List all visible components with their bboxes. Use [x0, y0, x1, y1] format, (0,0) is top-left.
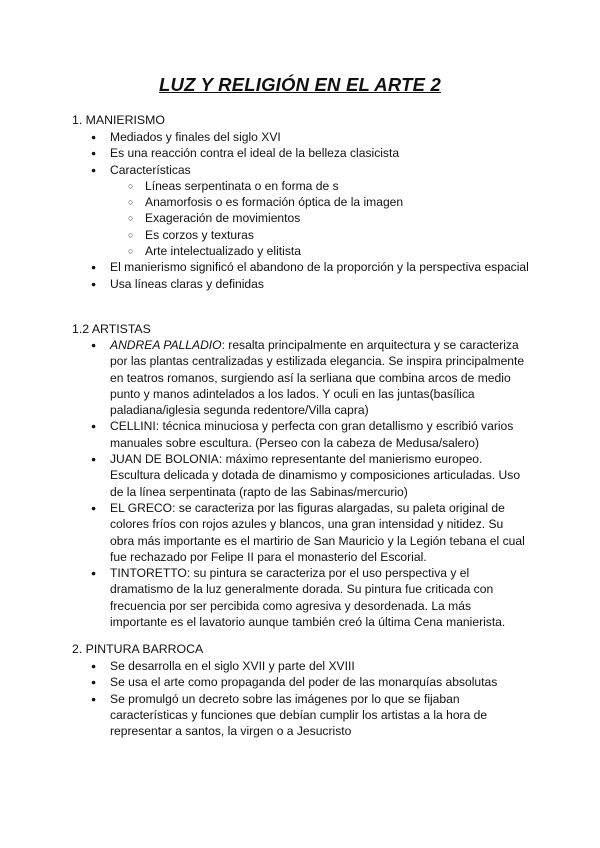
- list-item: ● Se promulgó un decreto sobre las imágenes por lo que se fijaban características y funciones que debían cumplir los artistas a la hora de representar a santos, la virgen o a Jesucristo: [110, 691, 530, 740]
- artist-item: [110, 418, 530, 451]
- manierismo-list: [110, 129, 530, 292]
- artist-item: [110, 451, 530, 500]
- artist-description: : técnica minuciosa y perfecta con gran detallismo y escribió varios manuales sobre escultura. (Perseo con la cabeza de Medusa/salero): [110, 419, 514, 450]
- section-heading-artistas: 1.2 ARTISTAS: [72, 322, 151, 336]
- list-item: ● Mediados y finales del siglo XVI: [110, 129, 530, 145]
- artist-name: ANDREA PALLADIO: [110, 338, 222, 352]
- artist-name: TINTORETTO: [110, 566, 187, 581]
- sublist-item: ○ Anamorfosis o es formación óptica de la imagen: [145, 194, 565, 210]
- sublist-item: ○ Arte intelectualizado y elitista: [145, 243, 565, 259]
- list-item-label: Características: [110, 162, 191, 177]
- artist-description: : su pintura se caracteriza por el uso perspectiva y el dramatismo de la luz generalmente dorada. Su pintura fue criticada con frecuencia por ser percibida como agresiva y desordenada. La más importante es el lavatorio aunque también creó la última Cena manierista.: [110, 566, 506, 630]
- artist-name: CELLINI: [110, 419, 156, 434]
- list-item: ● El manierismo significó el abandono de la proporción y la perspectiva espacial: [110, 259, 530, 275]
- barroca-list: [110, 658, 530, 739]
- artist-description: : resalta principalmente en arquitectura y se caracteriza por las plantas centralizadas y estilizada elegancia. Se inspira principalmente en teatros romanos, surgiendo así la serliana que combina arcos de medio punto y manos adintelados a los lados. Y oculi en las juntas(basílica paladiana/iglesia segunda redentore/Villa capra): [110, 338, 525, 418]
- list-item: ● Se desarrolla en el siglo XVII y parte del XVIII: [110, 658, 530, 674]
- list-item: ● Usa líneas claras y definidas: [110, 276, 530, 292]
- list-item: ● Se usa el arte como propaganda del poder de las monarquías absolutas: [110, 674, 530, 690]
- artist-item: [110, 337, 530, 418]
- sublist-item: ○ Es corzos y texturas: [145, 227, 565, 243]
- artistas-list: [110, 337, 530, 630]
- artist-description: : máximo representante del manierismo europeo. Escultura delicada y dotada de dinamismo y composiciones articuladas. Uso de la línea serpentinata (rapto de las Sabinas/mercurio): [110, 452, 521, 499]
- section-heading-manierismo: 1. MANIERISMO: [72, 113, 165, 127]
- artist-item: [110, 565, 530, 630]
- artist-item: [110, 500, 530, 565]
- caracteristicas-sublist: [145, 178, 565, 259]
- page-title: LUZ Y RELIGIÓN EN EL ARTE 2: [159, 74, 441, 95]
- list-item: [110, 162, 530, 260]
- section-heading-pintura-barroca: 2. PINTURA BARROCA: [72, 642, 204, 656]
- list-item: ● Es una reacción contra el ideal de la belleza clasicista: [110, 145, 530, 161]
- artist-name: JUAN DE BOLONIA: [110, 452, 219, 467]
- sublist-item: ○ Exageración de movimientos: [145, 210, 565, 226]
- sublist-item: ○ Líneas serpentinata o en forma de s: [145, 178, 565, 194]
- artist-name: EL GRECO: [110, 500, 173, 515]
- artist-description: : se caracteriza por las figuras alargadas, su paleta original de colores fríos con rojos azules y blancos, una gran intensidad y nitidez. Su obra más importante es el martirio de San Mauricio y la Legión tebana el cual fue rechazado por Felipe II para el monasterio del Escorial.: [110, 500, 525, 564]
